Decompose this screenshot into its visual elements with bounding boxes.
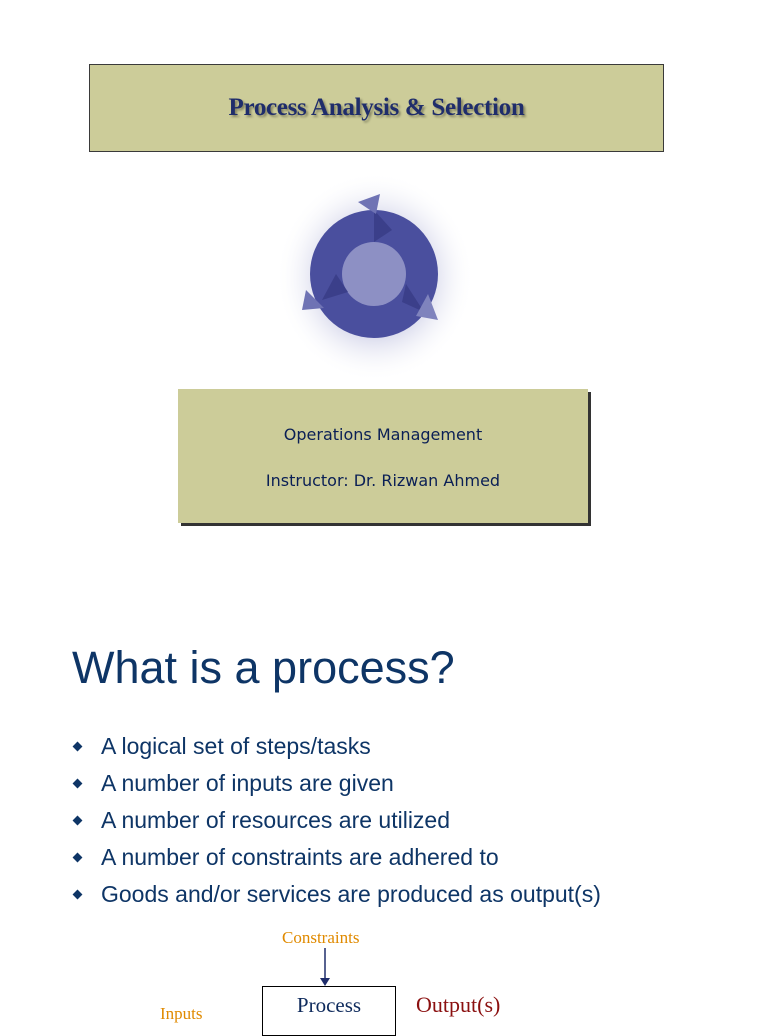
list-item: A number of inputs are given	[72, 765, 601, 802]
constraints-label: Constraints	[282, 928, 360, 947]
recycle-arrows-icon	[276, 172, 474, 382]
process-diagram	[0, 920, 768, 1024]
diamond-bullet-icon	[73, 853, 83, 863]
list-item: A number of constraints are adhered to	[72, 839, 601, 876]
instructor-name: Instructor: Dr. Rizwan Ahmed	[265, 471, 501, 490]
diamond-bullet-icon	[73, 779, 83, 789]
bullet-list	[72, 728, 601, 913]
diamond-bullet-icon	[73, 890, 83, 900]
list-item: A logical set of steps/tasks	[72, 728, 601, 765]
title-box	[89, 64, 664, 152]
list-item: Goods and/or services are produced as output(s)	[72, 876, 601, 913]
inputs-label: Inputs	[160, 1004, 203, 1023]
process-box	[262, 986, 396, 1036]
process-label: Process	[296, 993, 362, 1017]
info-box	[178, 389, 588, 523]
slide-title: Process Analysis & Selection	[228, 94, 525, 121]
arrow-down-icon	[318, 948, 332, 986]
slide-heading: What is a process?	[72, 642, 455, 693]
diamond-bullet-icon	[73, 742, 83, 752]
course-name: Operations Management	[283, 425, 483, 444]
outputs-label: Output(s)	[416, 992, 501, 1017]
list-item: A number of resources are utilized	[72, 802, 601, 839]
diamond-bullet-icon	[73, 816, 83, 826]
